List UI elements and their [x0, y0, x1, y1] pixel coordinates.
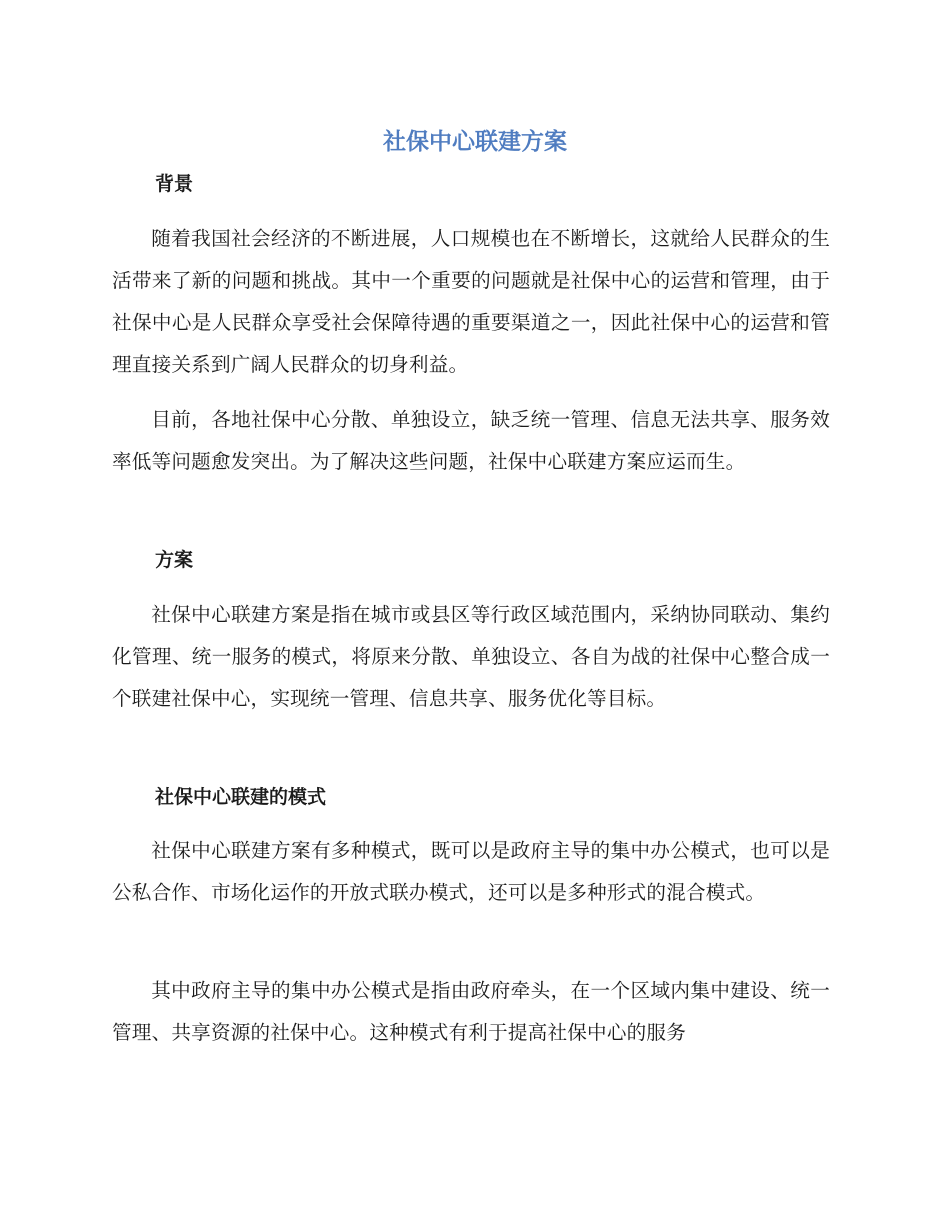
paragraph-plan-1: 社保中心联建方案是指在城市或县区等行政区域范围内，采纳协同联动、集约化管理、统一服务的模式，将原来分散、单独设立、各自为战的社保中心整合成一个联建社保中心，实现统一管理、信息共享、服务优化等目标。 [112, 603, 830, 710]
paragraph-background-1: 随着我国社会经济的不断进展，人口规模也在不断增长，这就给人民群众的生活带来了新的问题和挑战。其中一个重要的问题就是社保中心的运营和管理，由于社保中心是人民群众享受社会保障待遇的重要渠道之一，因此社保中心的运营和管理直接关系到广阔人民群众的切身利益。 [112, 227, 830, 376]
document-title: 社保中心联建方案 [383, 129, 567, 155]
paragraph-background-2: 目前，各地社保中心分散、单独设立，缺乏统一管理、信息无法共享、服务效率低等问题愈发突出。为了解决这些问题，社保中心联建方案应运而生。 [112, 408, 830, 473]
section-heading-plan: 方案 [155, 549, 194, 571]
paragraph-modes-2: 其中政府主导的集中办公模式是指由政府牵头，在一个区域内集中建设、统一管理、共享资源的社保中心。这种模式有利于提高社保中心的服务 [112, 979, 830, 1044]
paragraph-modes-1: 社保中心联建方案有多种模式，既可以是政府主导的集中办公模式，也可以是公私合作、市场化运作的开放式联办模式，还可以是多种形式的混合模式。 [112, 839, 830, 904]
section-heading-background: 背景 [155, 173, 194, 195]
section-heading-modes: 社保中心联建的模式 [155, 786, 327, 808]
